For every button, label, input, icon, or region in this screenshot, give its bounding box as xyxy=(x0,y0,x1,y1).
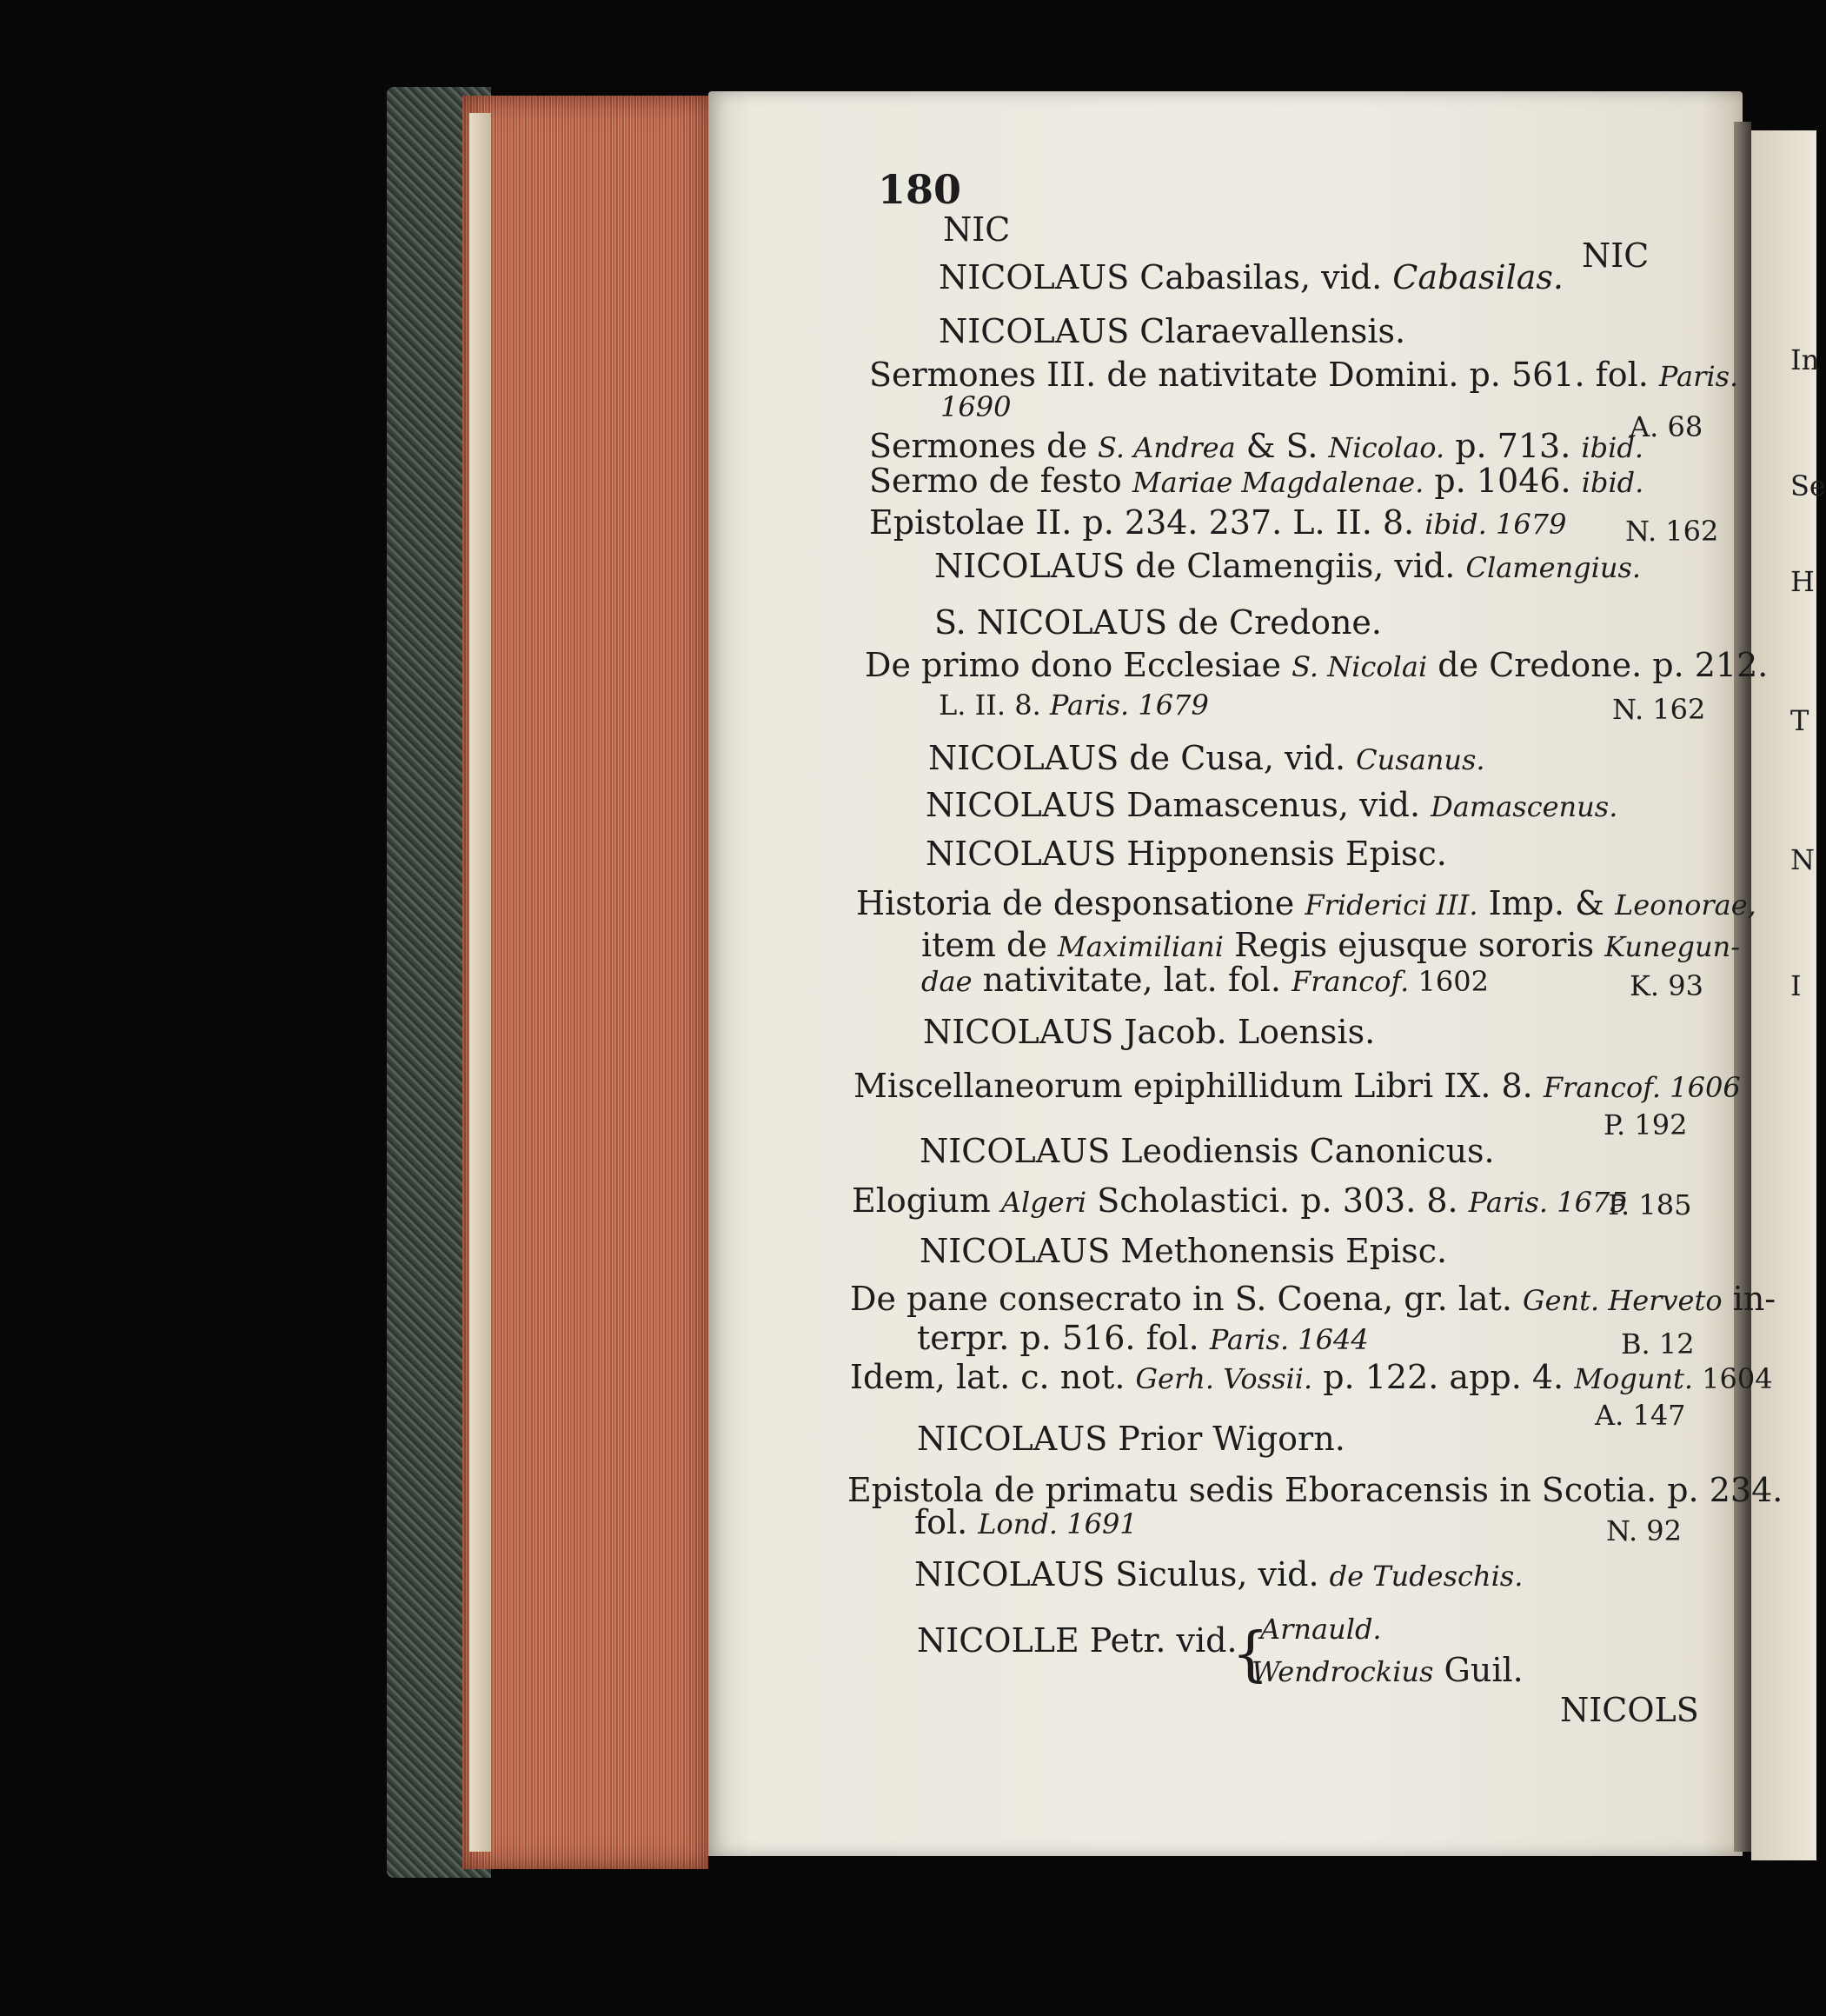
work-line: Historia de desponsatione Friderici III. Imp. & Leonorae, xyxy=(856,884,1756,922)
catchword: NICOLS xyxy=(1560,1691,1699,1729)
entry-heading: NICOLAUS de Cusa, vid. Cusanus. xyxy=(928,739,1485,777)
right-page-text: T xyxy=(1790,704,1809,737)
entry-heading: NICOLAUS Damascenus, vid. Damascenus. xyxy=(926,786,1618,824)
shelf-mark: N. 162 xyxy=(1625,515,1719,548)
right-page-fragment xyxy=(1751,130,1816,1860)
entry-heading: NICOLAUS Jacob. Loensis. xyxy=(923,1013,1376,1051)
shelf-mark: A. 147 xyxy=(1595,1399,1686,1432)
entry-heading: NICOLLE Petr. vid. xyxy=(917,1621,1238,1660)
work-line: Elogium Algeri Scholastici. p. 303. 8. Paris. 1675 xyxy=(852,1181,1628,1220)
work-line: Idem, lat. c. not. Gerh. Vossii. p. 122. app. 4. Mogunt. 1604 xyxy=(850,1358,1773,1396)
entry-heading: NICOLAUS Methonensis Episc. xyxy=(920,1232,1448,1270)
shelf-mark: A. 68 xyxy=(1630,410,1703,443)
work-line: dae nativitate, lat. fol. Francof. 1602 xyxy=(921,961,1489,999)
right-page-text: Se xyxy=(1790,469,1826,502)
entry-heading: NICOLAUS Cabasilas, vid. Cabasilas. xyxy=(939,258,1564,296)
entry-heading: NICOLAUS de Clamengiis, vid. Clamengius. xyxy=(934,547,1642,585)
work-line: Sermo de festo Mariae Magdalenae. p. 1046. ibid. xyxy=(869,462,1644,500)
work-line: L. II. 8. Paris. 1679 xyxy=(939,689,1209,722)
work-line: De pane consecrato in S. Coena, gr. lat. Gent. Herveto in- xyxy=(850,1280,1776,1318)
work-line: 1690 xyxy=(940,390,1012,423)
work-line: item de Maximiliani Regis ejusque sororis Kunegun- xyxy=(921,926,1741,964)
work-line: Miscellaneorum epiphillidum Libri IX. 8. Francof. 1606 xyxy=(853,1067,1741,1105)
right-page-text: H xyxy=(1790,565,1815,598)
cross-reference: Arnauld. xyxy=(1260,1613,1382,1646)
shelf-mark: K. 93 xyxy=(1630,969,1703,1002)
entry-heading: NICOLAUS Siculus, vid. de Tudeschis. xyxy=(914,1555,1524,1594)
right-page-text: N xyxy=(1790,843,1815,876)
running-head-left: NIC xyxy=(943,210,1011,249)
shelf-mark: B. 12 xyxy=(1621,1327,1695,1361)
right-page-text: I xyxy=(1790,969,1802,1002)
shelf-mark: N. 92 xyxy=(1606,1514,1683,1547)
entry-heading: NICOLAUS Claraevallensis. xyxy=(939,312,1406,350)
entry-heading: NICOLAUS Hipponensis Episc. xyxy=(926,835,1447,873)
work-line: Sermones III. de nativitate Domini. p. 561. fol. Paris. xyxy=(869,356,1739,394)
entry-heading: NICOLAUS Prior Wigorn. xyxy=(917,1420,1345,1458)
shelf-mark: P. 192 xyxy=(1604,1108,1688,1141)
work-line: De primo dono Ecclesiae S. Nicolai de Credone. p. 212. xyxy=(865,646,1769,684)
leaf-strip xyxy=(469,113,491,1852)
work-line: Sermones de S. Andrea & S. Nicolao. p. 713. ibid. xyxy=(869,427,1643,465)
page-number: 180 xyxy=(878,166,962,213)
right-page-text: In xyxy=(1790,343,1820,376)
work-line: fol. Lond. 1691 xyxy=(914,1503,1138,1541)
work-line: Epistola de primatu sedis Eboracensis in Scotia. p. 234. xyxy=(847,1471,1783,1509)
brace-glyph: { xyxy=(1232,1620,1270,1689)
running-head-right: NIC xyxy=(1582,236,1650,275)
page-block-red-edge xyxy=(462,96,708,1869)
cross-reference: Wendrockius Guil. xyxy=(1252,1651,1524,1689)
entry-heading: NICOLAUS Leodiensis Canonicus. xyxy=(920,1132,1495,1170)
work-line: terpr. p. 516. fol. Paris. 1644 xyxy=(917,1319,1369,1357)
entry-heading: S. NICOLAUS de Credone. xyxy=(934,603,1383,642)
work-line: Epistolae II. p. 234. 237. L. II. 8. ibid. 1679 xyxy=(869,503,1567,542)
shelf-mark: N. 162 xyxy=(1612,693,1706,726)
shelf-mark: P. 185 xyxy=(1608,1188,1692,1221)
